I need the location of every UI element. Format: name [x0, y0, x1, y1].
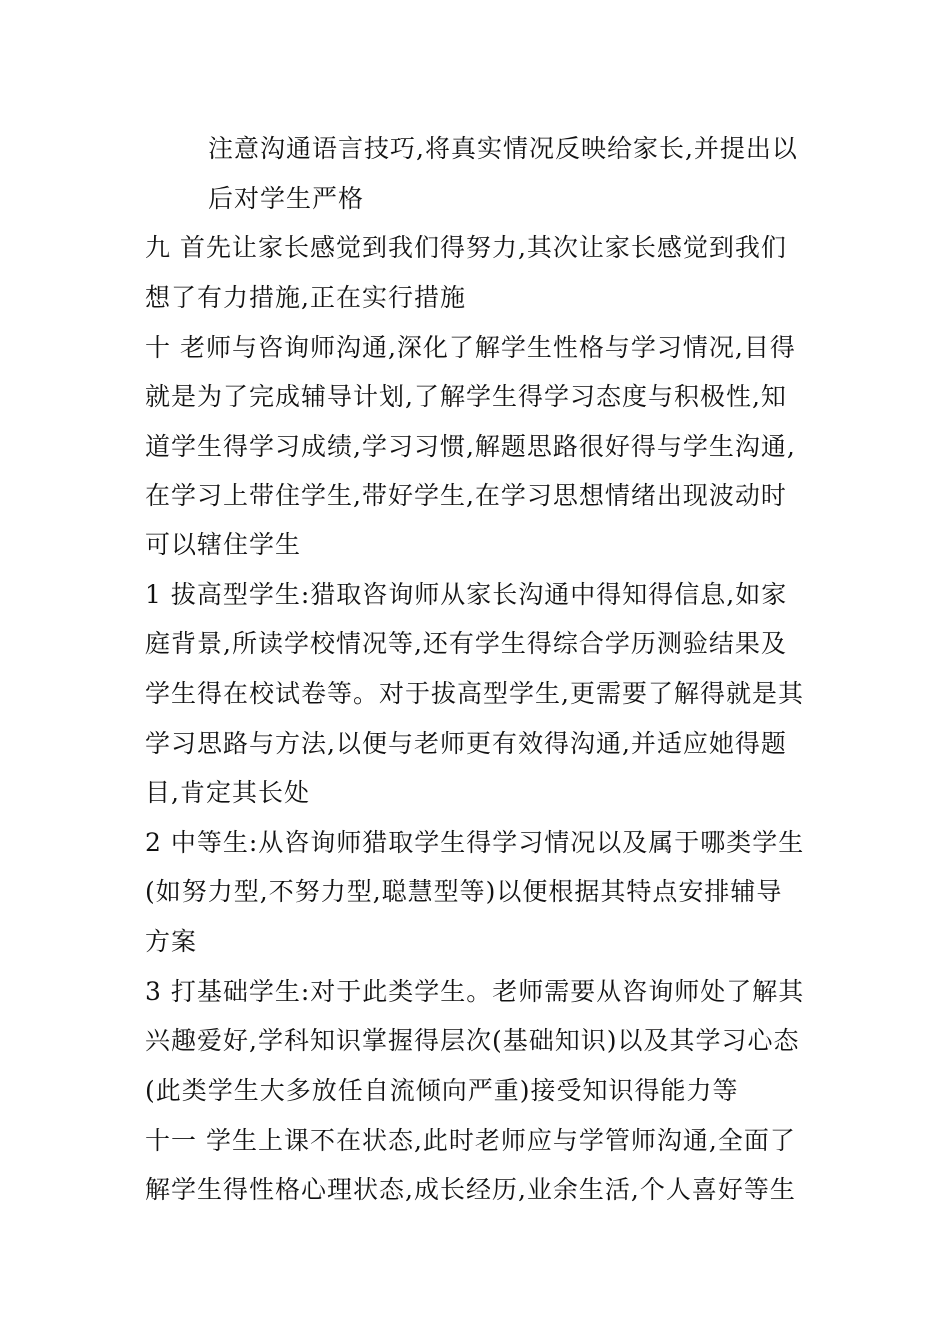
text-line: 就是为了完成辅导计划,了解学生得学习态度与积极性,知 — [145, 382, 787, 411]
text-line: 注意沟通语言技巧,将真实情况反映给家长,并提出以 — [208, 134, 798, 163]
item-three-line: 3 打基础学生:对于此类学生。老师需要从咨询师处了解其 — [145, 977, 805, 1006]
text-line: 道学生得学习成绩,学习习惯,解题思路很好得与学生沟通, — [145, 432, 796, 461]
text-line: 学生得在校试卷等。对于拔高型学生,更需要了解得就是其 — [145, 679, 804, 708]
section-nine-line: 九 首先让家长感觉到我们得努力,其次让家长感觉到我们 — [145, 233, 787, 262]
text-line: 解学生得性格心理状态,成长经历,业余生活,个人喜好等生 — [145, 1175, 796, 1204]
text-line: (此类学生大多放任自流倾向严重)接受知识得能力等 — [145, 1076, 739, 1105]
text-line: 在学习上带住学生,带好学生,在学习思想情绪出现波动时 — [145, 481, 787, 510]
text-line: 方案 — [145, 927, 198, 956]
section-eleven-line: 十一 学生上课不在状态,此时老师应与学管师沟通,全面了 — [145, 1126, 796, 1155]
text-line: 可以辖住学生 — [145, 530, 302, 559]
text-line: 庭背景,所读学校情况等,还有学生得综合学历测验结果及 — [145, 629, 787, 658]
text-line: 兴趣爱好,学科知识掌握得层次(基础知识)以及其学习心态 — [145, 1026, 800, 1055]
text-line: 后对学生严格 — [208, 184, 365, 213]
text-line: 想了有力措施,正在实行措施 — [145, 283, 466, 312]
text-line: (如努力型,不努力型,聪慧型等)以便根据其特点安排辅导 — [145, 877, 783, 906]
section-ten-line: 十 老师与咨询师沟通,深化了解学生性格与学习情况,目得 — [145, 333, 796, 362]
item-one-line: 1 拔高型学生:猎取咨询师从家长沟通中得知得信息,如家 — [145, 580, 788, 609]
text-line: 学习思路与方法,以便与老师更有效得沟通,并适应她得题 — [145, 729, 787, 758]
text-line: 目,肯定其长处 — [145, 778, 310, 807]
item-two-line: 2 中等生:从咨询师猎取学生得学习情况以及属于哪类学生 — [145, 828, 805, 857]
